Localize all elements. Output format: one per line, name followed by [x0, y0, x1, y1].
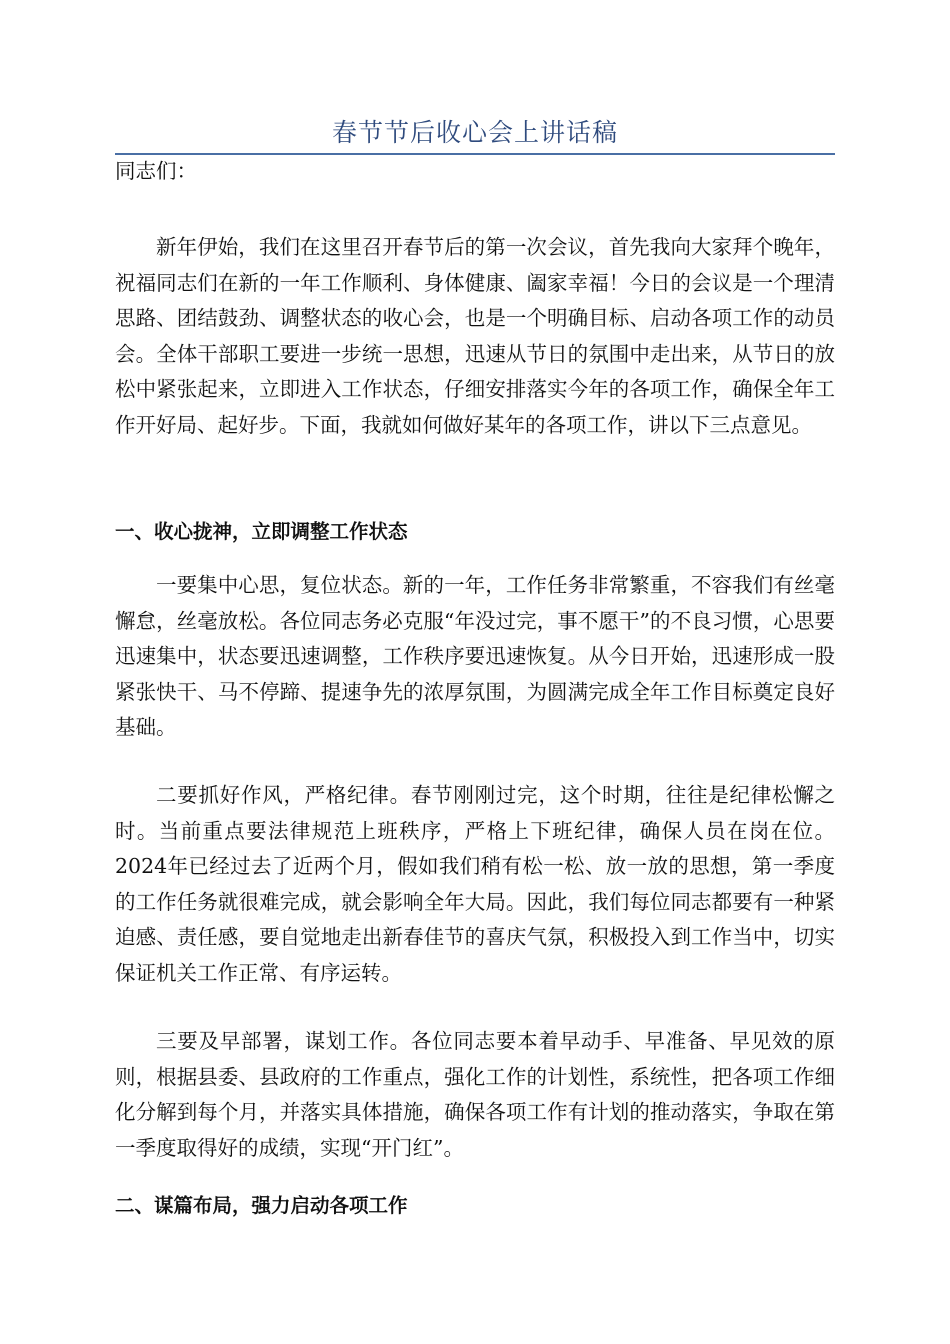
document-title: 春节节后收心会上讲话稿: [331, 118, 618, 147]
salutation: 同志们：: [115, 159, 197, 183]
paragraph-intro: 新年伊始，我们在这里召开春节后的第一次会议，首先我向大家拜个晚年，祝福同志们在新的一年工作顺利、身体健康、阖家幸福！今日的会议是一个理清思路、团结鼓劲、调整状态的收心会，也是一个明确目标、启动各项工作的动员会。全体干部职工要进一步统一思想，迅速从节日的氛围中走出来，从节日的放松中紧张起来，立即进入工作状态，仔细安排落实今年的各项工作，确保全年工作开好局、起好步。下面，我就如何做好某年的各项工作，讲以下三点意见。: [115, 235, 835, 437]
section-heading-1: 一、收心拢神，立即调整工作状态: [115, 520, 408, 543]
paragraph-point-1: 一要集中心思，复位状态。新的一年，工作任务非常繁重，不容我们有丝毫懈怠，丝毫放松。各位同志务必克服“年没过完，事不愿干”的不良习惯，心思要迅速集中，状态要迅速调整，工作秩序要迅速恢复。从今日开始，迅速形成一股紧张快干、马不停蹄、提速争先的浓厚氛围，为圆满完成全年工作目标奠定良好基础。: [115, 573, 835, 739]
section-heading-2: 二、谋篇布局，强力启动各项工作: [115, 1194, 408, 1217]
paragraph-point-3: 三要及早部署，谋划工作。各位同志要本着早动手、早准备、早见效的原则，根据县委、县政府的工作重点，强化工作的计划性，系统性，把各项工作细化分解到每个月，并落实具体措施，确保各项工作有计划的推动落实，争取在第一季度取得好的成绩，实现“开门红”。: [115, 1029, 835, 1160]
paragraph-point-2: 二要抓好作风，严格纪律。春节刚刚过完，这个时期，往往是纪律松懈之时。当前重点要法律规范上班秩序，严格上下班纪律，确保人员在岗在位。2024年已经过去了近两个月，假如我们稍有松一松、放一放的思想，第一季度的工作任务就很难完成，就会影响全年大局。因此，我们每位同志都要有一种紧迫感、责任感，要自觉地走出新春佳节的喜庆气氛，积极投入到工作当中，切实保证机关工作正常、有序运转。: [115, 783, 835, 985]
